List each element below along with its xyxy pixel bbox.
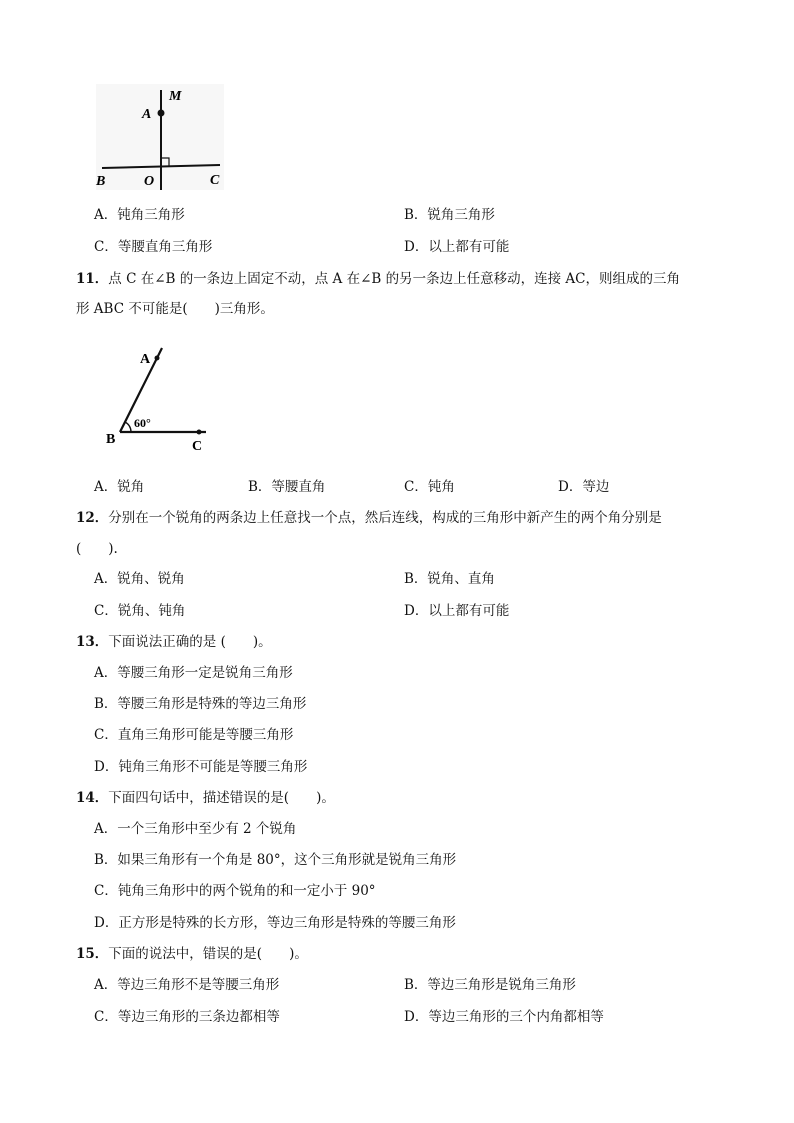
q13-stem — [76, 633, 272, 651]
q14-stem — [76, 789, 335, 807]
q15-option-b: B．等边三角形是锐角三角形 — [404, 977, 576, 993]
q15-stem-text: 下面的说法中，错误的是( )。 — [108, 946, 308, 962]
q13-number: 13． — [76, 634, 109, 650]
label-c: C — [210, 173, 220, 188]
q15-option-c: C．等边三角形的三条边都相等 — [94, 1009, 280, 1025]
q14-option-c: C．钝角三角形中的两个锐角的和一定小于 90° — [94, 883, 376, 899]
q11-option-b: B．等腰直角 — [248, 479, 326, 495]
q15-option-a: A．等边三角形不是等腰三角形 — [94, 977, 280, 993]
angle-label: 60° — [134, 416, 151, 430]
q14-option-b: B．如果三角形有一个角是 80°，这个三角形就是锐角三角形 — [94, 852, 457, 868]
q12-option-b: B．锐角、直角 — [404, 571, 495, 587]
q11-stem-line2: 形 ABC 不可能是( )三角形。 — [76, 301, 274, 317]
label-o: O — [144, 174, 155, 189]
q12-option-a: A．锐角、锐角 — [94, 571, 185, 587]
q15-number: 15． — [76, 946, 109, 962]
q10-option-a: A．钝角三角形 — [94, 207, 185, 223]
q10-option-c: C．等腰直角三角形 — [94, 239, 213, 255]
perpendicular-lines-figure — [92, 84, 232, 194]
q12-number: 12． — [76, 510, 109, 526]
label-a: A — [142, 107, 152, 122]
q12-option-c: C．锐角、钝角 — [94, 603, 186, 619]
label-b: B — [106, 432, 116, 447]
q12-stem-line2: ( ). — [76, 541, 118, 557]
q13-option-d: D．钝角三角形不可能是等腰三角形 — [94, 759, 308, 775]
q12-option-d: D．以上都有可能 — [404, 603, 510, 619]
q15-option-d: D．等边三角形的三个内角都相等 — [404, 1009, 604, 1025]
q13-stem-text: 下面说法正确的是 ( )。 — [108, 634, 272, 650]
label-c: C — [192, 439, 203, 454]
q11-stem-text: 点 C 在∠B 的一条边上固定不动，点 A 在∠B 的另一条边上任意移动，连接 AC，则组成的三角 — [108, 271, 680, 287]
q12-stem-line1 — [76, 509, 662, 527]
q10-option-d: D．以上都有可能 — [404, 239, 510, 255]
q15-stem — [76, 945, 308, 963]
q14-option-a: A．一个三角形中至少有 2 个锐角 — [94, 821, 297, 837]
q11-number: 11． — [76, 271, 109, 287]
q13-option-a: A．等腰三角形一定是锐角三角形 — [94, 665, 293, 681]
q13-option-b: B．等腰三角形是特殊的等边三角形 — [94, 696, 307, 712]
q11-option-d: D．等边 — [558, 479, 610, 495]
q13-option-c: C．直角三角形可能是等腰三角形 — [94, 727, 294, 743]
label-m: M — [169, 89, 182, 104]
q11-option-a: A．锐角 — [94, 479, 145, 495]
label-b: B — [96, 174, 106, 189]
q14-stem-text: 下面四句话中，描述错误的是( )。 — [108, 790, 335, 806]
q11-stem-line1 — [76, 270, 680, 288]
q11-option-c: C．钝角 — [404, 479, 455, 495]
q14-option-d: D．正方形是特殊的长方形，等边三角形是特殊的等腰三角形 — [94, 915, 456, 931]
angle-60-figure — [100, 342, 220, 457]
q12-stem-text: 分别在一个锐角的两条边上任意找一个点，然后连线，构成的三角形中新产生的两个角分别是 — [108, 510, 662, 526]
label-a: A — [140, 352, 151, 367]
q14-number: 14． — [76, 790, 109, 806]
q10-option-b: B．锐角三角形 — [404, 207, 495, 223]
